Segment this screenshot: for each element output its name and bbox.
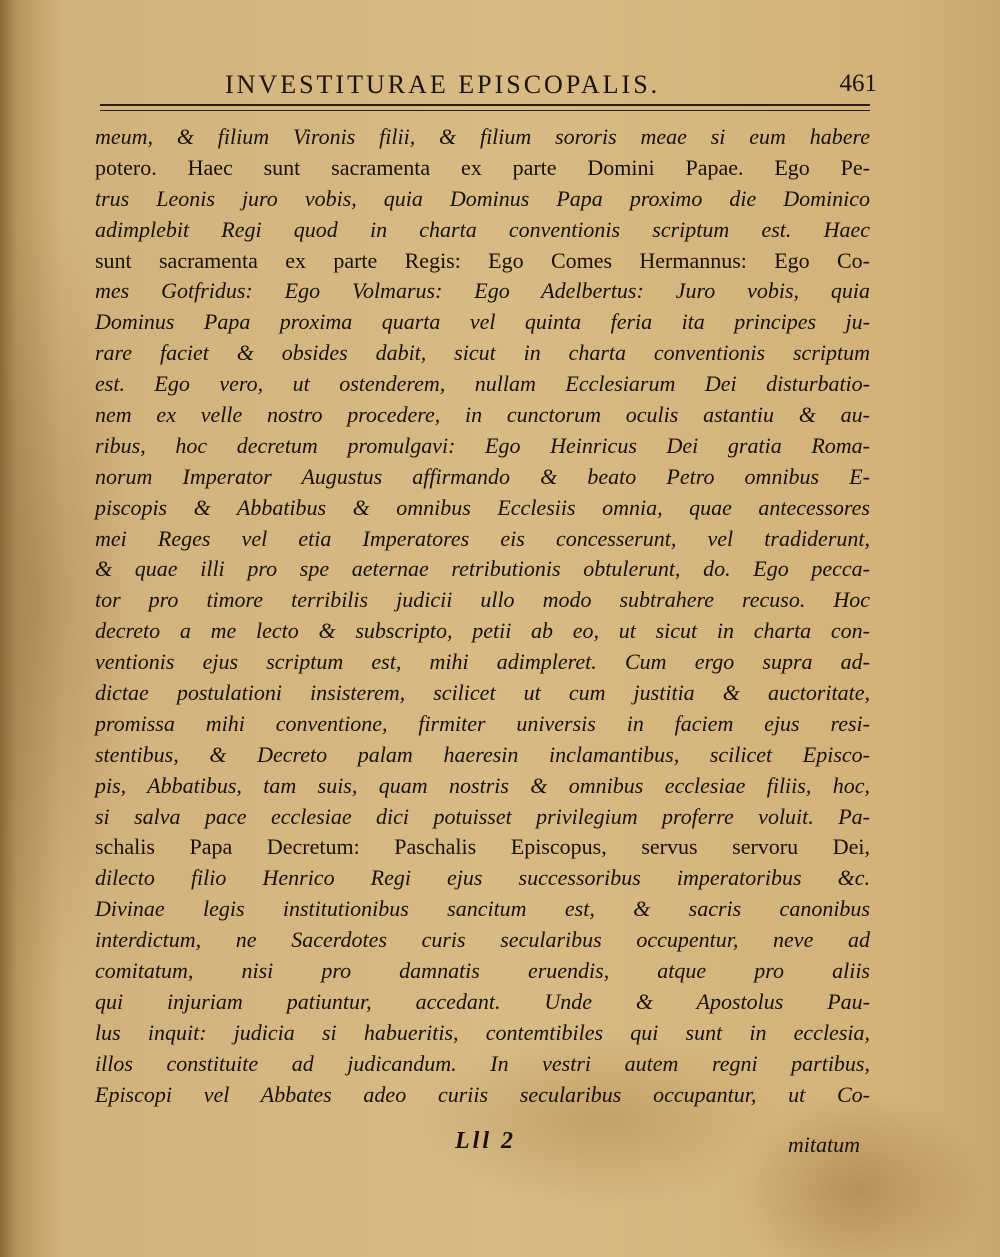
text-line: trus Leonis juro vobis, quia Dominus Papa proximo die Dominico [95,185,870,211]
text-line: promissa mihi conventione, firmiter universis in faciem ejus resi- [95,710,870,736]
text-line: Episcopi vel Abbates adeo curiis secularibus occupantur, ut Co- [95,1081,870,1107]
text-line: pis, Abbatibus, tam suis, quam nostris & omnibus ecclesiae filiis, hoc, [95,772,870,798]
text-line: interdictum, ne Sacerdotes curis secularibus occupentur, neve ad [95,927,870,953]
text-line: schalis Papa Decretum: Paschalis Episcopus, servus servoru Dei, [95,834,870,860]
text-line: potero. Haec sunt sacramenta ex parte Domini Papae. Ego Pe- [95,154,870,180]
text-line: rare faciet & obsides dabit, sicut in charta conventionis scriptum [95,340,870,366]
signature-mark: Lll 2 [455,1128,516,1154]
text-line: Dominus Papa proxima quarta vel quinta feria ita principes ju- [95,309,870,335]
text-line: nem ex velle nostro procedere, in cunctorum oculis astantiu & au- [95,402,870,428]
text-line: adimplebit Regi quod in charta conventionis scriptum est. Haec [95,216,870,242]
text-line: ribus, hoc decretum promulgavi: Ego Heinricus Dei gratia Roma- [95,432,870,458]
text-line: & quae illi pro spe aeternae retributionis obtulerunt, do. Ego pecca- [95,556,870,582]
text-line: dilecto filio Henrico Regi ejus successoribus imperatoribus &c. [95,865,870,891]
text-line: est. Ego vero, ut ostenderem, nullam Ecclesiarum Dei disturbatio- [95,371,870,397]
text-line: dictae postulationi insisterem, scilicet ut cum justitia & auctoritate, [95,680,870,706]
text-line: si salva pace ecclesiae dici potuisset privilegium proferre voluit. Pa- [95,803,870,829]
text-line: sunt sacramenta ex parte Regis: Ego Comes Hermannus: Ego Co- [95,247,870,273]
text-line: mei Reges vel etia Imperatores eis concesserunt, vel tradiderunt, [95,525,870,551]
catchword: mitatum [787,1132,860,1157]
body-text [95,122,870,1111]
text-line: ventionis ejus scriptum est, mihi adimpleret. Cum ergo supra ad- [95,649,870,675]
text-line: stentibus, & Decreto palam haeresin inclamantibus, scilicet Episco- [95,741,870,767]
text-line: tor pro timore terribilis judicii ullo modo subtrahere recuso. Hoc [95,587,870,613]
header-rule [100,104,870,111]
text-line: meum, & filium Vironis filii, & filium sororis meae si eum habere [95,124,870,149]
text-line: qui injuriam patiuntur, accedant. Unde & Apostolus Pau- [95,988,870,1014]
text-line: Divinae legis institutionibus sancitum est, & sacris canonibus [95,896,870,922]
text-line: lus inquit: judicia si habueritis, contemtibiles qui sunt in ecclesia, [95,1019,870,1045]
running-head: INVESTITURAE EPISCOPALIS. [225,70,661,99]
text-line: decreto a me lecto & subscripto, petii ab eo, ut sicut in charta con- [95,618,870,644]
text-line: comitatum, nisi pro damnatis eruendis, atque pro aliis [95,958,870,984]
page-number: 461 [839,70,877,97]
text-line: illos constituite ad judicandum. In vestri autem regni partibus, [95,1050,870,1076]
text-line: norum Imperator Augustus affirmando & beato Petro omnibus E- [95,463,870,489]
text-line: mes Gotfridus: Ego Volmarus: Ego Adelbertus: Juro vobis, quia [95,278,870,304]
text-line: piscopis & Abbatibus & omnibus Ecclesiis omnia, quae antecessores [95,494,870,520]
